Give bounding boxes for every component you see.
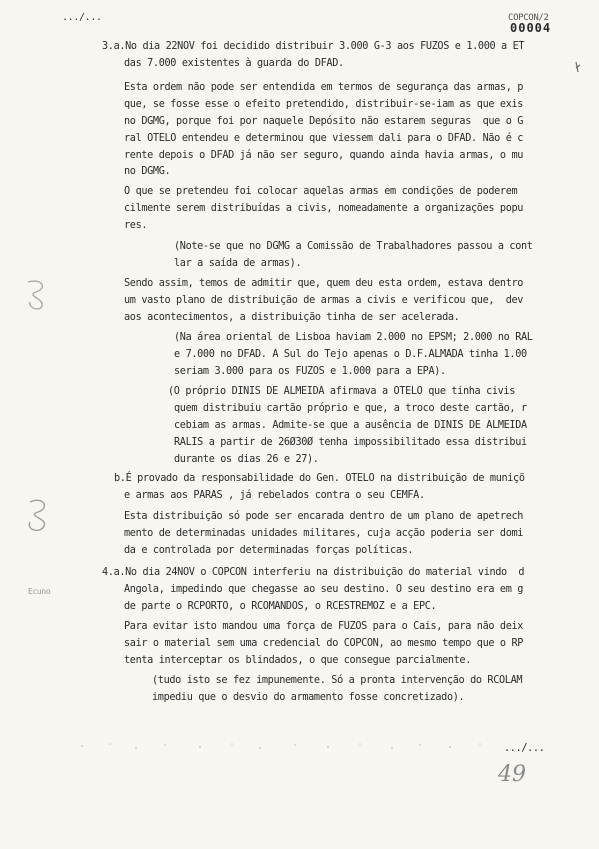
text-line: sair o material sem uma credencial do COPCON, ao mesmo tempo que o RP: [124, 638, 524, 649]
text-line: b.É provado da responsabilidade do Gen. OTELO na distribuição de muniçõ: [114, 473, 525, 484]
text-line: cebiam as armas. Admite-se que a ausência de DINIS DE ALMEIDA: [174, 420, 527, 431]
text-line: durante os dias 26 e 27).: [174, 454, 319, 465]
text-line: aos acontecimentos, a distribuição tinha de ser acelerada.: [124, 312, 460, 323]
text-line: (Note-se que no DGMG a Comissão de Trabalhadores passou a cont: [174, 241, 533, 252]
page-stamp-number: 00004: [510, 21, 552, 35]
text-line: e armas aos PARAS , já rebelados contra o seu CEMFA.: [124, 490, 425, 501]
text-line: Angola, impedindo que chegasse ao seu destino. O seu destino era em g: [124, 584, 524, 595]
text-line: das 7.000 existentes à guarda do DFAD.: [124, 58, 344, 69]
continuation-mark-bottom: .../...: [504, 743, 545, 754]
scan-noise: [70, 736, 500, 756]
text-line: tenta interceptar os blindados, o que consegue parcialmente.: [124, 655, 472, 666]
text-line: seriam 3.000 para os FUZOS e 1.000 para a EPA).: [174, 366, 446, 377]
text-line: 3.a.No dia 22NOV foi decidido distribuir 3.000 G-3 aos FUZOS e 1.000 a ET: [102, 41, 525, 52]
text-line: Esta distribuição só pode ser encarada dentro de um plano de apetrech: [124, 511, 524, 522]
margin-tick-icon: [572, 60, 588, 76]
text-line: mento de determinadas unidades militares, cuja acção poderia ser domi: [124, 528, 524, 539]
text-line: da e controlada por determinadas forças políticas.: [124, 545, 414, 556]
margin-doodle-icon: [18, 274, 58, 314]
text-line: O que se pretendeu foi colocar aquelas armas em condições de poderem: [124, 186, 518, 197]
margin-mark: Ecuno: [28, 587, 51, 596]
text-line: no DGMG.: [124, 166, 171, 177]
text-line: um vasto plano de distribuição de armas a civis e verificou que, dev: [124, 295, 524, 306]
text-line: no DGMG, porque foi por naquele Depósito não estarem seguras que o G: [124, 116, 524, 127]
text-line: RALIS a partir de 26Ø30Ø tenha impossibilitado essa distribui: [174, 437, 527, 448]
text-line: de parte o RCPORTO, o RCOMANDOS, o RCESTREMOZ e a EPC.: [124, 601, 437, 612]
text-line: cilmente serem distribuídas a civis, nomeadamente a organizações popu: [124, 203, 524, 214]
text-line: res.: [124, 220, 148, 231]
text-line: (O próprio DINIS DE ALMEIDA afirmava a OTELO que tinha civis: [168, 386, 516, 397]
text-line: ral OTELO entendeu e determinou que viessem dali para o DFAD. Não é c: [124, 133, 524, 144]
text-line: Esta ordem não pode ser entendida em termos de segurança das armas, p: [124, 82, 524, 93]
text-line: quem distribuiu cartão próprio e que, a troco deste cartão, r: [174, 403, 527, 414]
margin-doodle-icon: [18, 492, 58, 536]
reference-code: COPCON/2: [508, 13, 549, 23]
text-line: e 7.000 no DFAD. A Sul do Tejo apenas o D.F.ALMADA tinha 1.00: [174, 349, 527, 360]
text-line: rente depois o DFAD já não ser seguro, quando ainda havia armas, o mu: [124, 150, 524, 161]
text-line: (tudo isto se fez impunemente. Só a pronta intervenção do RCOLAM: [152, 675, 523, 686]
continuation-mark-top: .../...: [62, 12, 102, 23]
text-line: impediu que o desvio do armamento fosse concretizado).: [152, 692, 465, 703]
text-line: que, se fosse esse o efeito pretendido, distribuir-se-iam as que exis: [124, 99, 524, 110]
text-line: lar a saída de armas).: [174, 258, 302, 269]
handwritten-page-number: 49: [498, 762, 526, 787]
text-line: 4.a.No dia 24NOV o COPCON interferiu na distribuição do material vindo d: [102, 567, 525, 578]
text-line: (Na área oriental de Lisboa haviam 2.000 no EPSM; 2.000 no RAL: [174, 332, 533, 343]
text-line: Sendo assim, temos de admitir que, quem deu esta ordem, estava dentro: [124, 278, 524, 289]
text-line: Para evitar isto mandou uma força de FUZOS para o Cais, para não deix: [124, 621, 524, 632]
